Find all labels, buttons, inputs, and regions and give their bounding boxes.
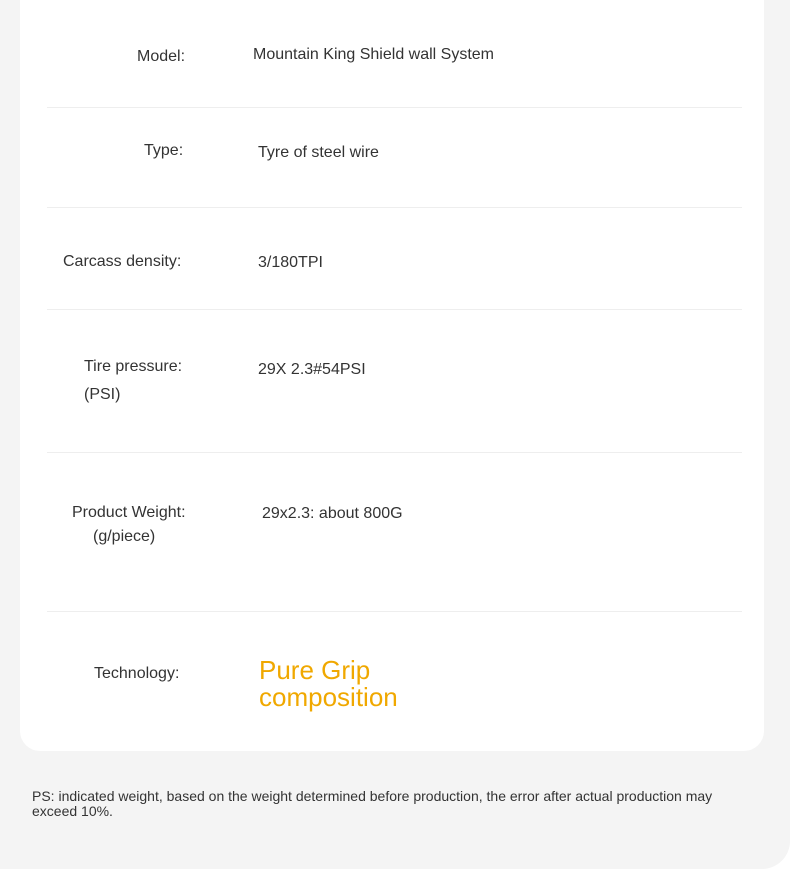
spec-label: Tire pressure: [84,358,183,375]
spec-label: Type: [144,142,184,159]
spec-row-type [47,108,742,208]
spec-value: Mountain King Shield wall System [253,46,495,63]
spec-label: Model: [137,48,186,65]
spec-card [20,0,764,751]
spec-label-unit: (g/piece) [93,528,156,545]
spec-row-technology [47,612,742,751]
spec-row-tire-pressure [47,310,742,453]
spec-row-carcass-density [47,208,742,310]
spec-row-model [47,0,742,108]
spec-label: Product Weight: [72,504,186,521]
spec-value: 29x2.3: about 800G [262,505,403,522]
weight-disclaimer: PS: indicated weight, based on the weight determined before production, the error after actual production may exceed 10%. [32,788,713,819]
technology-highlight: Pure Grip composition [259,655,398,712]
spec-value: 29X 2.3#54PSI [258,361,366,378]
spec-label: Carcass density: [63,253,182,270]
spec-value: Tyre of steel wire [258,144,379,161]
spec-label: Technology: [94,665,180,682]
spec-label-unit: (PSI) [84,386,121,403]
spec-row-product-weight [47,453,742,612]
spec-value: 3/180TPI [258,254,323,271]
